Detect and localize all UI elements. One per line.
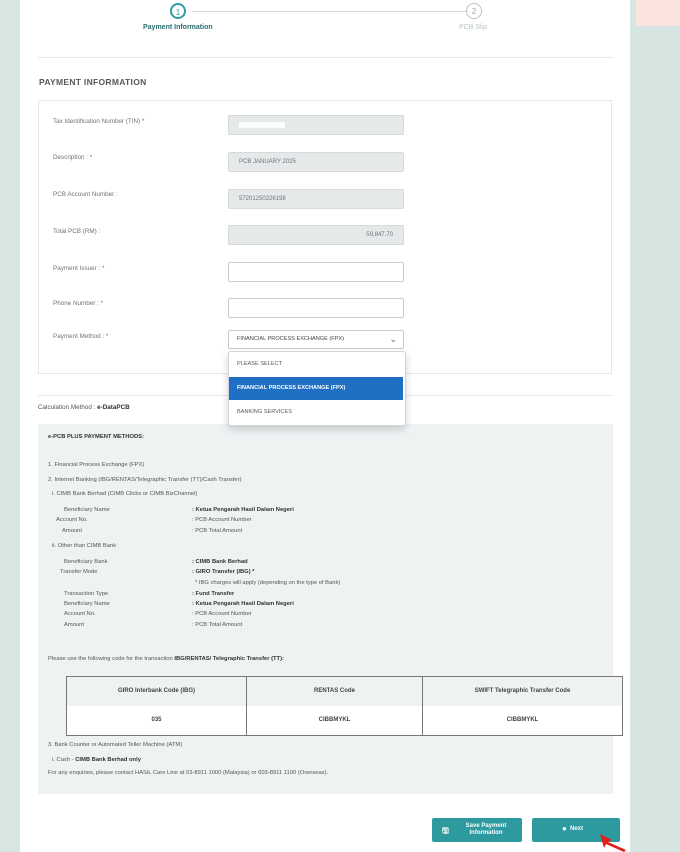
payment-method-dropdown: [228, 351, 406, 426]
cimb-account-value: : PCB Account Number: [192, 517, 252, 523]
cimb-beneficiary-value: : Ketua Pengarah Hasil Dalam Negeri: [192, 507, 294, 513]
transfer-mode-value: : GIRO Transfer (IBG) *: [192, 569, 255, 575]
tin-label: Tax Identification Number (TIN) *: [53, 118, 145, 125]
description-label: Description : *: [53, 154, 93, 161]
method-2: 2. Internet Banking (IBG/RENTAS/Telegraphic Transfer (TT)/Cash Transfer): [48, 477, 242, 483]
ibg-charges-note: * IBG charges will apply (depending on the type of Bank): [195, 580, 341, 586]
cimb-beneficiary-label: Beneficiary Name: [64, 507, 110, 513]
cimb-account-label: Account No.: [56, 517, 88, 523]
total-pcb-field: 59,847.70: [228, 225, 404, 245]
payment-issuer-input[interactable]: [228, 262, 404, 282]
tin-field: [228, 115, 404, 135]
amount-label: Amount: [64, 622, 84, 628]
payment-method-select[interactable]: [228, 330, 404, 349]
code-note: [48, 656, 284, 662]
divider: [38, 57, 613, 58]
calculation-method-value: e-DataPCB: [97, 404, 130, 411]
account-no-value: : PCB Account Number: [192, 611, 252, 617]
step-2-circle: 2: [466, 3, 482, 19]
table-cell: CIBBMYKL: [247, 706, 423, 735]
enquiries-note: For any enquiries, please contact HASiL Care Line at 03-8911 1000 (Malaysia) or 603-8911 1100 (Overseas).: [48, 770, 329, 776]
cash-line: [52, 757, 141, 763]
chevron-down-icon: ⌄: [389, 334, 397, 344]
transfer-codes-table: [66, 676, 623, 736]
table-header: RENTAS Code: [247, 677, 423, 706]
other-bank-heading: ii. Other than CIMB Bank: [52, 543, 117, 549]
payment-methods-info: [38, 424, 613, 794]
transfer-mode-label: Transfer Mode: [60, 569, 98, 575]
account-no-label: Account No.: [64, 611, 96, 617]
phone-input[interactable]: [228, 298, 404, 318]
method-1: 1. Financial Process Exchange (FPX): [48, 462, 145, 468]
code-note-bold: IBG/RENTAS/ Telegraphic Transfer (TT):: [174, 656, 284, 662]
table-header-row: [67, 677, 622, 707]
pcb-account-label: PCB Account Number :: [53, 191, 118, 198]
transaction-type-value: : Fund Transfer: [192, 591, 235, 597]
stepper-line: [192, 11, 472, 12]
payment-method-label: Payment Method : *: [53, 333, 109, 340]
phone-label: Phone Number : *: [53, 300, 104, 307]
beneficiary-bank-value: : CIMB Bank Berhad: [192, 559, 248, 565]
cimb-amount-label: Amount: [62, 528, 82, 534]
total-pcb-label: Total PCB (RM) :: [53, 228, 101, 235]
beneficiary-bank-label: Beneficiary Bank: [64, 559, 108, 565]
method-3: 3. Bank Counter or Automated Teller Machine (ATM): [48, 742, 183, 748]
page-card: [20, 0, 630, 852]
table-header: SWIFT Telegraphic Transfer Code: [474, 688, 571, 694]
transaction-type-label: Transaction Type: [64, 591, 109, 597]
next-label: Next: [570, 826, 584, 832]
step-1-circle: 1: [170, 3, 186, 19]
option-please-select[interactable]: PLEASE SELECT: [237, 361, 283, 367]
option-fpx[interactable]: FINANCIAL PROCESS EXCHANGE (FPX): [229, 377, 403, 400]
info-heading: e-PCB PLUS PAYMENT METHODS:: [48, 434, 144, 440]
right-background-accent: [636, 0, 680, 26]
table-cell: CIBBMYKL: [506, 717, 539, 723]
amount-value: : PCB Total Amount: [192, 622, 243, 628]
save-payment-button[interactable]: [432, 818, 522, 842]
arrow-right-circle-icon: ●: [562, 824, 567, 833]
table-row: [67, 706, 622, 735]
step-1-label: Payment Information: [143, 24, 213, 31]
option-banking-services[interactable]: BANKING SERVICES: [237, 409, 292, 415]
cimb-amount-value: : PCB Total Amount: [192, 528, 243, 534]
beneficiary-name-value: : Ketua Pengarah Hasil Dalam Negeri: [192, 601, 294, 607]
calculation-method: [38, 404, 130, 411]
section-title: PAYMENT INFORMATION: [39, 77, 147, 87]
beneficiary-name-label: Beneficiary Name: [64, 601, 110, 607]
stepper: [20, 0, 630, 40]
table-cell: 035: [67, 706, 247, 735]
save-payment-label: Save Payment Information: [465, 823, 507, 836]
description-field: PCB JANUARY 2025: [228, 152, 404, 172]
step-2-label: PCB Slip: [459, 24, 488, 31]
table-header: GIRO Interbank Code (IBG): [67, 677, 247, 706]
calculation-method-label: Calculation Method :: [38, 404, 96, 411]
cash-bold: CIMB Bank Berhad only: [75, 757, 141, 763]
tin-masked-value: [239, 122, 285, 128]
pcb-account-field: 57201250226198: [228, 189, 404, 209]
cimb-heading: i. CIMB Bank Berhad (CIMB Clicks or CIMB BizChannel): [52, 491, 198, 497]
code-note-prefix: Please use the following code for the transaction: [48, 656, 173, 662]
pointer-arrow-icon: [598, 832, 630, 852]
right-background: [636, 0, 680, 852]
cash-prefix: i. Cash -: [52, 757, 74, 763]
payment-method-value: FINANCIAL PROCESS EXCHANGE (FPX): [237, 336, 345, 342]
payment-issuer-label: Payment Issuer : *: [53, 265, 105, 272]
save-icon: 🖫: [442, 826, 449, 835]
